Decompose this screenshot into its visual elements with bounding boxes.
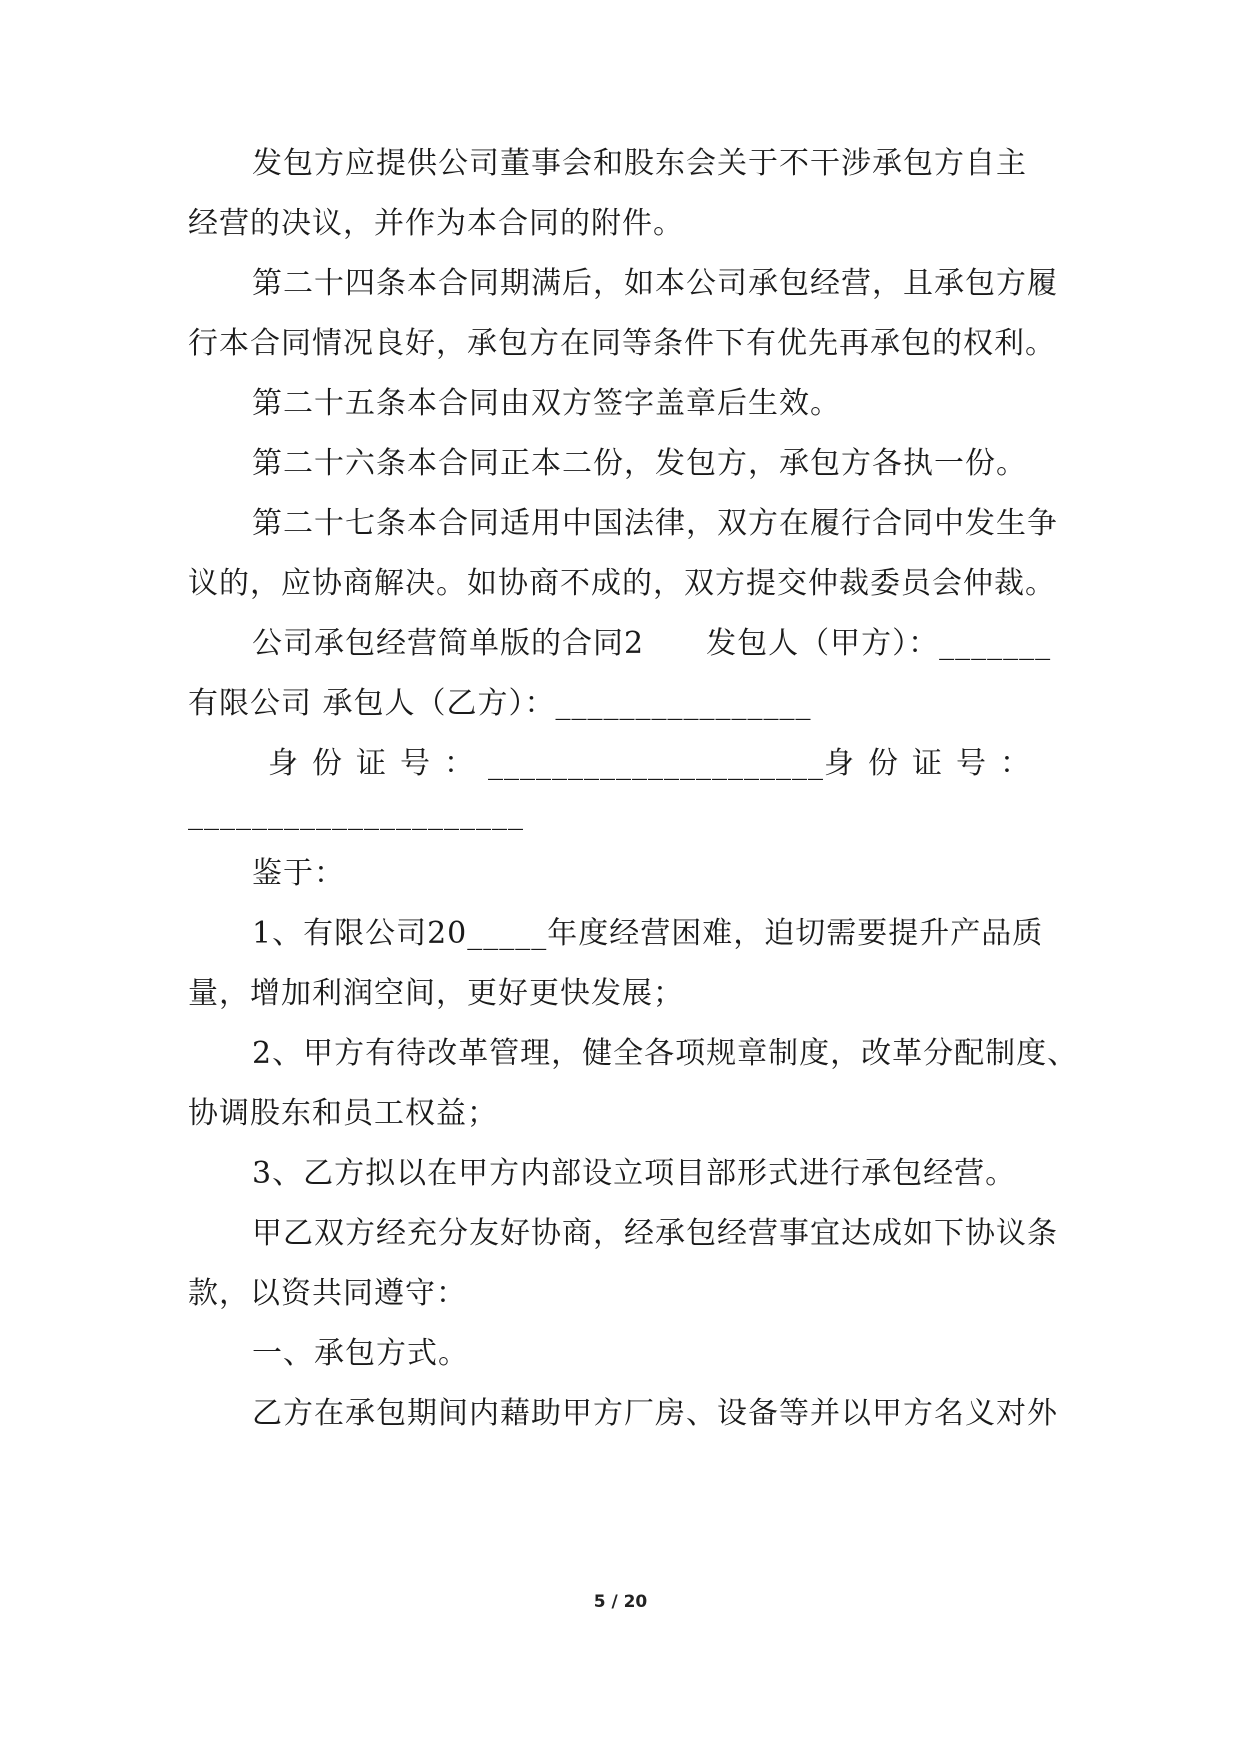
paragraph-line: 1、有限公司20_____年度经营困难，迫切需要提升产品质: [252, 916, 1044, 951]
contract-title-line: 公司承包经营简单版的合同2 发包人（甲方）：_______: [252, 626, 1052, 661]
paragraph-line: 发包方应提供公司董事会和股东会关于不干涉承包方自主: [252, 146, 1027, 181]
id-blank-1: _____________________: [488, 746, 824, 781]
contractor-line: 有限公司 承包人（乙方）：________________: [188, 686, 812, 721]
paragraph-line: 款，以资共同遵守：: [188, 1276, 467, 1311]
paragraph-line: 2、甲方有待改革管理，健全各项规章制度，改革分配制度、: [252, 1036, 1079, 1071]
id-label-1: 身份证号：: [268, 746, 488, 781]
paragraph-line: 甲乙双方经充分友好协商，经承包经营事宜达成如下协议条: [252, 1216, 1058, 1251]
paragraph-line: 第二十五条本合同由双方签字盖章后生效。: [252, 386, 841, 421]
paragraph-line: 鉴于：: [252, 856, 345, 891]
paragraph-line: 第二十四条本合同期满后，如本公司承包经营，且承包方履: [252, 266, 1058, 301]
paragraph-line: 经营的决议，并作为本合同的附件。: [188, 206, 684, 241]
paragraph-line: 乙方在承包期间内藉助甲方厂房、设备等并以甲方名义对外: [252, 1396, 1058, 1431]
paragraph-line: 3、乙方拟以在甲方内部设立项目部形式进行承包经营。: [252, 1156, 1017, 1191]
paragraph-line: 协调股东和员工权益；: [188, 1096, 498, 1131]
page-number: 5 / 20: [593, 1592, 648, 1612]
id-blank-2: _____________________: [188, 796, 524, 831]
paragraph-line: 第二十六条本合同正本二份，发包方，承包方各执一份。: [252, 446, 1027, 481]
paragraph-line: 议的，应协商解决。如协商不成的，双方提交仲裁委员会仲裁。: [188, 566, 1056, 601]
paragraph-line: 行本合同情况良好，承包方在同等条件下有优先再承包的权利。: [188, 326, 1056, 361]
id-label-2: 身份证号：: [824, 746, 1044, 781]
section-heading: 一、承包方式。: [252, 1336, 469, 1371]
paragraph-line: 量，增加利润空间，更好更快发展；: [188, 976, 684, 1011]
paragraph-line: 第二十七条本合同适用中国法律，双方在履行合同中发生争: [252, 506, 1058, 541]
